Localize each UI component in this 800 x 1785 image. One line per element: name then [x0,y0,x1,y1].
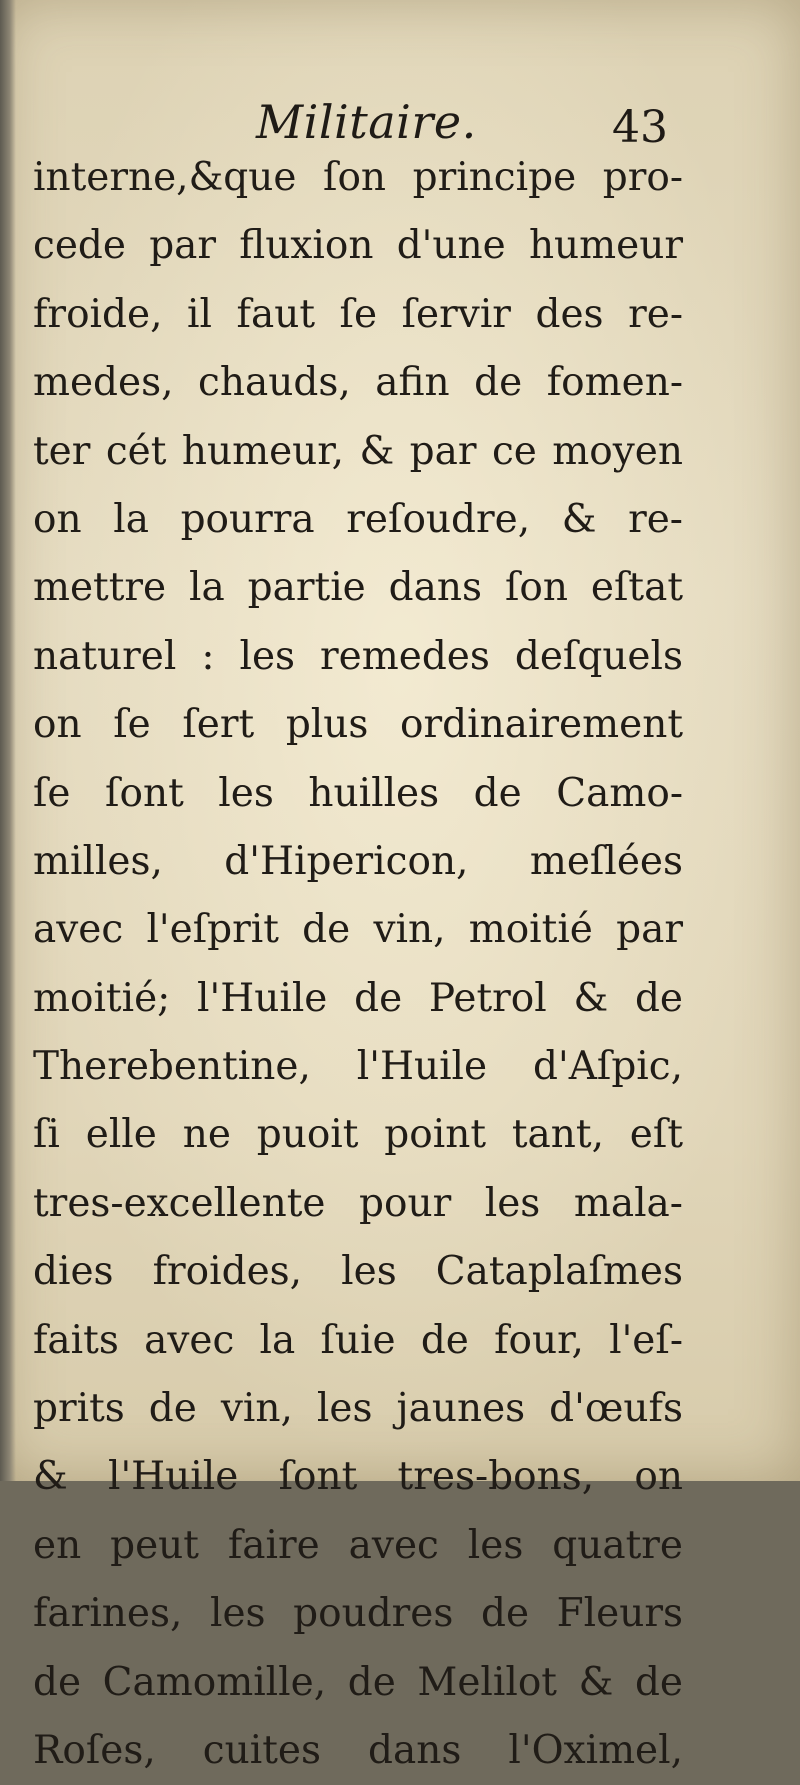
text-line: ſi elle ne puoit point tant, eſt [33,1112,683,1158]
text-line: dies froides, les Cataplaſmes [33,1249,683,1295]
text-line: ſe ſont les huilles de Camo- [33,770,683,816]
text-line: & l'Huile ſont tres-bons, on [33,1454,683,1500]
text-line: de Camomille, de Melilot & de [33,1659,683,1705]
page-number: 43 [612,102,668,153]
text-line: farines, les poudres de Fleurs [33,1591,683,1637]
text-line: faits avec la ſuie de four, l'eſ- [33,1317,683,1363]
text-line: ter cét humeur, & par ce moyen [33,428,683,474]
text-line: on ſe ſert plus ordinairement [33,702,683,748]
text-line: prits de vin, les jaunes d'œufs [33,1386,683,1432]
text-line: milles, d'Hipericon, meſlées [33,838,683,884]
text-line: medes, chauds, afin de fomen- [33,360,683,406]
text-line: naturel : les remedes deſquels [33,633,683,679]
text-line: on la pourra reſoudre, & re- [33,496,683,542]
text-line: cede par fluxion d'une humeur [33,223,683,269]
text-line: Therebentine, l'Huile d'Aſpic, [33,1044,683,1090]
text-line: froide, il faut ſe ſervir des re- [33,291,683,337]
text-line: avec l'eſprit de vin, moitié par [33,907,683,953]
text-line: mettre la partie dans ſon eſtat [33,565,683,611]
text-line: Roſes, cuites dans l'Oximel, [33,1727,683,1773]
body-text [33,144,683,1785]
page-gutter-shadow [0,0,16,1481]
text-line: en peut faire avec les quatre [33,1522,683,1568]
text-line: tres-excellente pour les mala- [33,1180,683,1226]
text-line: interne,&que ſon principe pro- [33,155,683,200]
running-title: Militaire. [256,95,477,149]
text-line: moitié; l'Huile de Petrol & de [33,975,683,1021]
